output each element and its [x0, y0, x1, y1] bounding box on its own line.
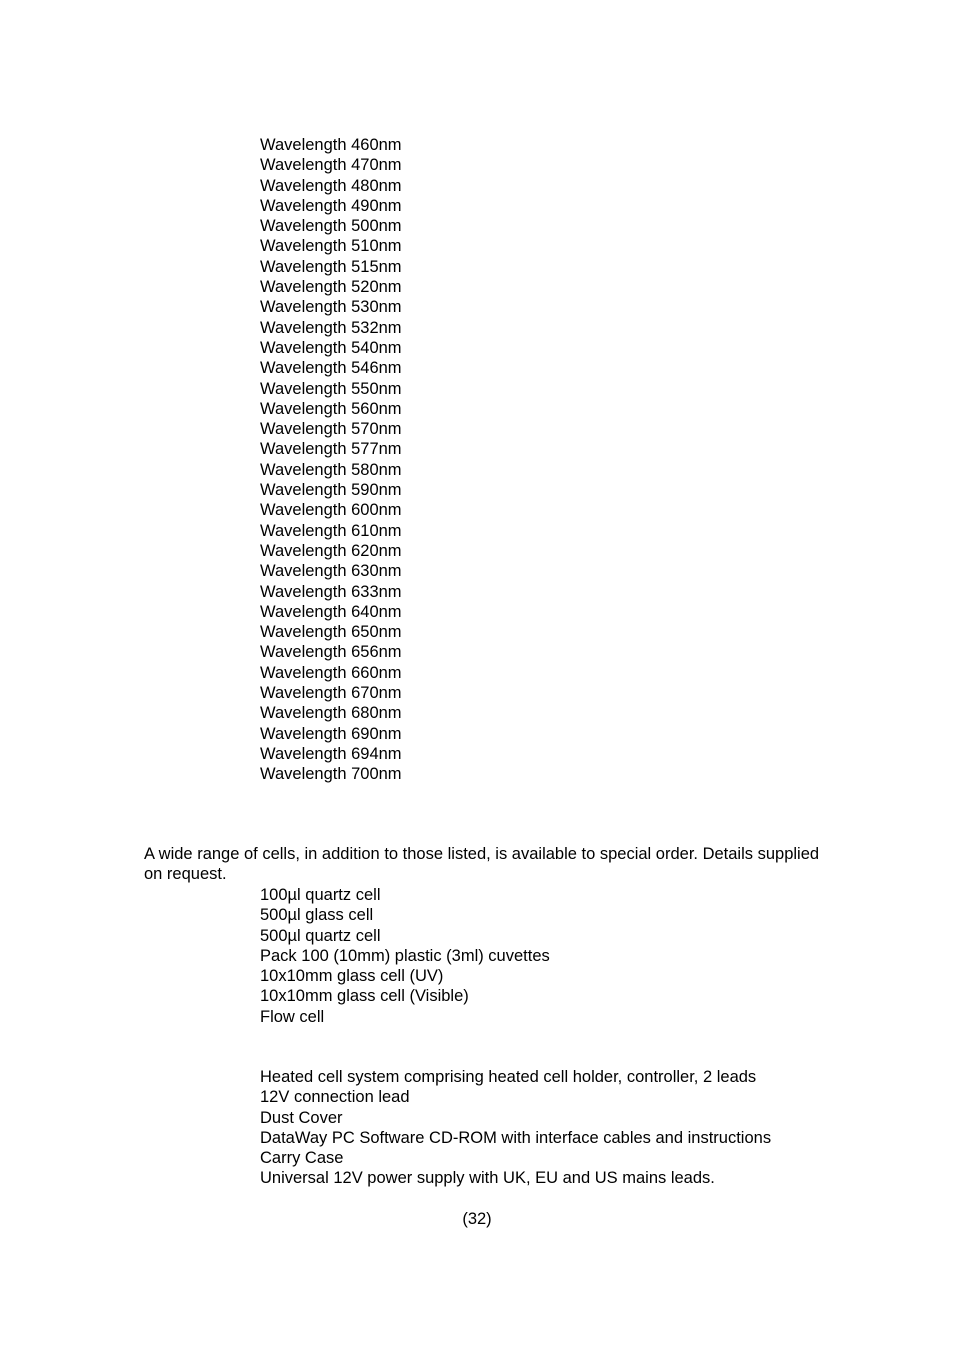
wavelength-item: Wavelength 577nm — [260, 440, 402, 459]
wavelength-item: Wavelength 520nm — [260, 278, 402, 297]
wavelength-item: Wavelength 570nm — [260, 420, 402, 439]
accessory-item: Dust Cover — [260, 1108, 343, 1127]
wavelength-item: Wavelength 560nm — [260, 399, 402, 418]
wavelength-item: Wavelength 510nm — [260, 237, 402, 256]
wavelength-item: Wavelength 515nm — [260, 257, 402, 276]
wavelength-item: Wavelength 630nm — [260, 562, 402, 581]
wavelength-item: Wavelength 690nm — [260, 724, 402, 743]
wavelength-item: Wavelength 660nm — [260, 663, 402, 682]
cell-item: 500µl glass cell — [260, 906, 374, 925]
wavelength-item: Wavelength 546nm — [260, 359, 402, 378]
page-number: (32) — [462, 1210, 492, 1228]
wavelength-item: Wavelength 656nm — [260, 643, 402, 662]
wavelength-item: Wavelength 480nm — [260, 176, 402, 195]
wavelength-item: Wavelength 610nm — [260, 521, 402, 540]
wavelength-item: Wavelength 530nm — [260, 298, 402, 317]
wavelength-item: Wavelength 532nm — [260, 318, 402, 337]
wavelength-item: Wavelength 640nm — [260, 602, 402, 621]
cell-item: Pack 100 (10mm) plastic (3ml) cuvettes — [260, 946, 550, 965]
accessory-item: Heated cell system comprising heated cell holder, controller, 2 leads — [260, 1068, 757, 1086]
accessory-item: DataWay PC Software CD-ROM with interface cables and instructions — [260, 1128, 772, 1147]
wavelength-item: Wavelength 600nm — [260, 501, 402, 520]
cells-list — [260, 885, 550, 1027]
wavelength-item: Wavelength 460nm — [260, 136, 402, 154]
cell-item: Flow cell — [260, 1007, 325, 1026]
wavelength-item: Wavelength 490nm — [260, 196, 402, 215]
cell-item: 100µl quartz cell — [260, 886, 381, 904]
wavelength-list — [260, 135, 402, 785]
cell-item: 10x10mm glass cell (Visible) — [260, 987, 469, 1006]
wavelength-item: Wavelength 500nm — [260, 217, 402, 236]
accessory-item: Universal 12V power supply with UK, EU and US mains leads. — [260, 1169, 715, 1188]
cells-note: A wide range of cells, in addition to those listed, is available to special order. Details supplied on request. — [144, 845, 820, 884]
wavelength-item: Wavelength 680nm — [260, 704, 402, 723]
wavelength-item: Wavelength 633nm — [260, 582, 402, 601]
wavelength-item: Wavelength 670nm — [260, 684, 402, 703]
wavelength-item: Wavelength 580nm — [260, 460, 402, 479]
wavelength-item: Wavelength 694nm — [260, 744, 402, 763]
wavelength-item: Wavelength 590nm — [260, 481, 402, 500]
accessories-list — [260, 1067, 771, 1189]
cell-item: 500µl quartz cell — [260, 926, 381, 945]
accessory-item: 12V connection lead — [260, 1088, 410, 1107]
wavelength-item: Wavelength 550nm — [260, 379, 402, 398]
cell-item: 10x10mm glass cell (UV) — [260, 967, 444, 986]
wavelength-item: Wavelength 620nm — [260, 541, 402, 560]
wavelength-item: Wavelength 700nm — [260, 765, 402, 784]
wavelength-item: Wavelength 540nm — [260, 338, 402, 357]
wavelength-item: Wavelength 650nm — [260, 623, 402, 642]
wavelength-item: Wavelength 470nm — [260, 156, 402, 175]
accessory-item: Carry Case — [260, 1149, 344, 1168]
